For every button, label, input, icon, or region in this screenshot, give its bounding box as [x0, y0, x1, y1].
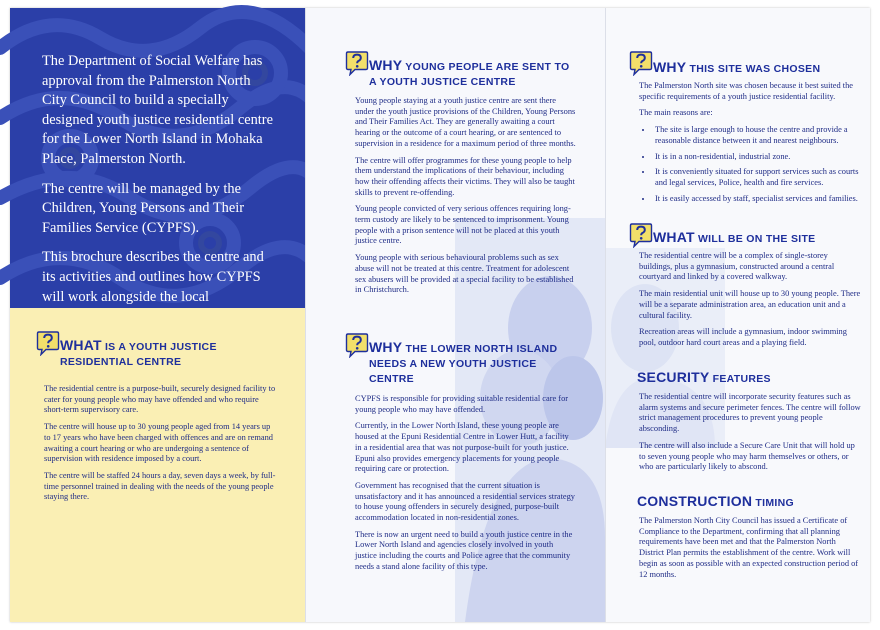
question-mark-icon	[629, 50, 653, 76]
heading-keyword: WHY	[369, 339, 403, 355]
heading-keyword: SECURITY	[637, 369, 710, 385]
body-paragraph: The Palmerston North City Council has issued a Certificate of Compliance to the Department, confirming that all planning requirements have been met and that the Palmerston North District Plan permits the establishment of the centre. Work will begin as soon as possible with an expected construction period of 12 months.	[639, 516, 859, 579]
why-site-heading	[653, 60, 858, 77]
intro-paragraph: The centre will be managed by the Children, Young Persons and Their Families Service (CYPFS).	[42, 180, 245, 236]
body-paragraph: Recreation areas will include a gymnasium, indoor swimming pool, outdoor hard court areas and a playing field.	[639, 327, 847, 347]
body-paragraph: Government has recognised that the current situation is unsatisfactory and it has announced a residential services strategy to house young offenders in securely designed, purpose-built accommodation located in non-residential zones.	[355, 480, 575, 523]
panel-left	[10, 8, 305, 622]
heading-keyword: CONSTRUCTION	[637, 493, 753, 509]
question-mark-icon	[345, 50, 369, 76]
heading-keyword: WHAT	[60, 337, 102, 353]
question-mark-icon	[345, 332, 369, 358]
why-lni-heading	[369, 340, 584, 387]
body-paragraph: The centre will house up to 30 young people aged from 14 years up to 17 years who have been charged with offences and are on remand awaiting a court hearing or who are undergoing a sentence of supervision with residence imposed by a court.	[44, 422, 273, 464]
body-paragraph: There is now an urgent need to build a youth justice centre in the Lower North Island and agencies closely involved in youth justice including the courts and Police agree that the community needs a stand alone facility of this type.	[355, 529, 573, 571]
list-item: • It is easily accessed by staff, specialist services and families.	[653, 194, 861, 205]
intro-paragraph: The Department of Social Welfare has approval from the Palmerston North City Council to build a specially designed youth justice residential centre for the Lower North Island in Mohaka Place, Palmerston North.	[42, 53, 273, 167]
heading-rest: FEATURES	[709, 373, 771, 385]
heading-rest: YOUNG PEOPLE ARE SENT TO A YOUTH JUSTICE CENTRE	[369, 61, 570, 88]
body-paragraph: Young people staying at a youth justice centre are sent there under the youth justice provisions of the Children, Young Persons and Their Families Act. They are generally awaiting a court hearing or the outcome of a court hearing, or are sentenced to supervision in a residence for a maximum period of three months.	[355, 96, 576, 148]
intro-paragraph: This brochure describes the centre and its activities and outlines how CYPFS will work alongside the local	[42, 249, 264, 305]
brochure-sheet	[10, 8, 870, 622]
body-paragraph: The main residential unit will house up to 30 young people. There will be a separate administration area, an education unit and a cultural facility.	[639, 289, 861, 320]
heading-keyword: WHAT	[653, 229, 695, 245]
reasons-list	[639, 125, 861, 204]
panel-right	[605, 8, 870, 622]
reasons-label: The main reasons are:	[639, 108, 713, 118]
why-sent-heading	[369, 58, 574, 90]
security-heading	[637, 370, 857, 387]
fold-line	[605, 8, 606, 622]
body-paragraph: The residential centre will incorporate security features such as alarm systems and secure perimeter fences. The centre will follow strict management procedures to prevent young people absconding.	[639, 392, 861, 434]
construction-body	[639, 516, 861, 586]
what-site-body	[639, 251, 861, 355]
intro-panel	[10, 8, 305, 308]
list-item: • It is in a non-residential, industrial zone.	[653, 152, 861, 163]
question-mark-icon	[36, 330, 60, 356]
body-paragraph: The residential centre will be a complex of single-storey buildings, plus a gymnasium, constructed around a central courtyard and linked by a covered walkway.	[639, 251, 835, 282]
panel-middle	[305, 8, 605, 622]
list-item: • The site is large enough to house the centre and provide a reasonable distance between it and nearest neighbours.	[653, 125, 861, 146]
what-is-heading	[60, 338, 275, 370]
what-site-heading	[653, 230, 858, 247]
body-paragraph: The residential centre is a purpose-built, securely designed facility to cater for young people who may have offended and who require short-term supervisory care.	[44, 384, 276, 415]
heading-rest: IS A YOUTH JUSTICE RESIDENTIAL CENTRE	[60, 341, 217, 368]
heading-rest: THE LOWER NORTH ISLAND NEEDS A NEW YOUTH JUSTICE CENTRE	[369, 343, 558, 385]
heading-rest: THIS SITE WAS CHOSEN	[686, 63, 821, 75]
why-lni-body	[355, 394, 577, 579]
list-item: • It is conveniently situated for support services such as courts and legal services, Police, health and fire services.	[653, 167, 861, 188]
body-paragraph: CYPFS is responsible for providing suitable residential care for young people who may have offended.	[355, 394, 569, 414]
body-paragraph: The centre will also include a Secure Care Unit that will hold up to seven young people who may harm themselves or others, or who are particularly likely to abscond.	[639, 440, 855, 472]
body-paragraph: The centre will offer programmes for these young people to help them understand the implications of their behaviour, including how their offending affects their victims. They will also be taught skills to prevent re-offending.	[355, 155, 575, 197]
security-body	[639, 392, 861, 479]
question-mark-icon	[629, 222, 653, 248]
construction-heading	[637, 494, 857, 511]
heading-keyword: WHY	[369, 57, 403, 73]
what-is-section	[10, 308, 305, 622]
body-paragraph: Young people convicted of very serious offences requiring long-term custody are likely to be sentenced to imprisonment. Young people with a prison sentence will not be placed at this youth justice centre.	[355, 204, 571, 246]
body-paragraph: Currently, in the Lower North Island, these young people are housed at the Epuni Residential Centre in Lower Hutt, a facility in a residential area that was not purpose-built for youth justice. Epuni also provides emergency placements for young people requiring care or protection.	[355, 421, 569, 474]
heading-keyword: WHY	[653, 59, 687, 75]
body-paragraph: Young people with serious behavioural problems such as sex abuse will not be treated at this centre. Treatment for adolescent sex abusers will be provided at a special facility to be established in Christchurch.	[355, 253, 574, 295]
body-paragraph: The centre will be staffed 24 hours a day, seven days a week, by full-time personnel trained in dealing with the needs of the young people staying there.	[44, 470, 276, 502]
fold-line	[305, 8, 306, 622]
heading-rest: TIMING	[752, 497, 794, 509]
body-paragraph: The Palmerston North site was chosen because it best suited the specific requirements of a youth justice residential facility.	[639, 81, 853, 101]
what-is-body	[44, 384, 276, 509]
why-sent-body	[355, 96, 577, 302]
why-site-body	[639, 81, 861, 209]
heading-rest: WILL BE ON THE SITE	[694, 233, 816, 245]
intro-text	[42, 52, 278, 337]
